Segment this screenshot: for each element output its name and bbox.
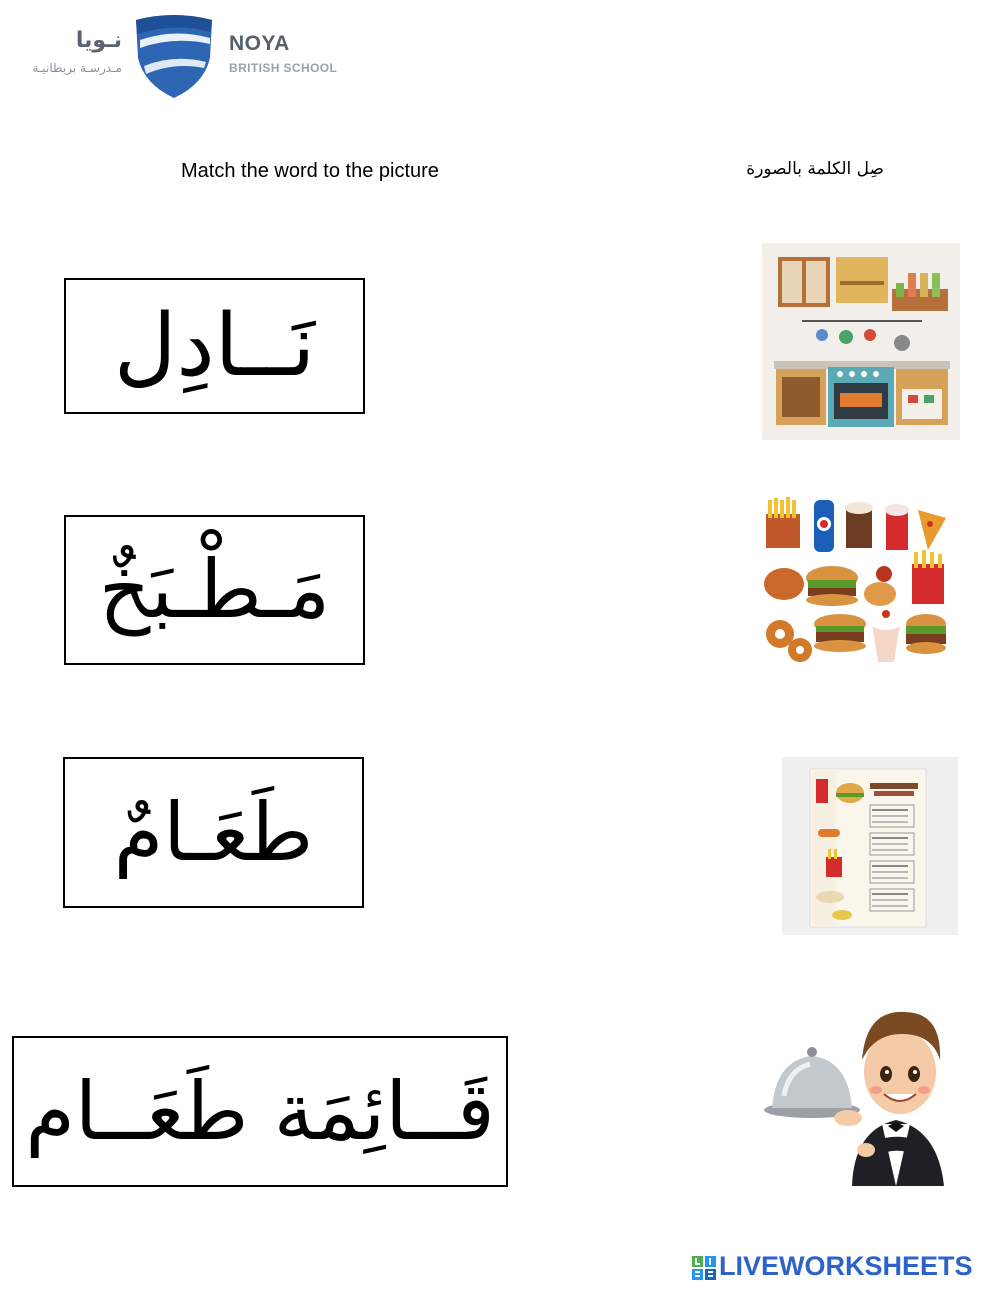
word-box-menu[interactable] bbox=[12, 1036, 508, 1187]
word-box-food[interactable] bbox=[63, 757, 364, 908]
instruction-english: Match the word to the picture bbox=[181, 160, 439, 182]
word-box-waiter[interactable] bbox=[64, 278, 365, 414]
word-box-kitchen[interactable] bbox=[64, 515, 365, 665]
instruction-arabic: صِل الكلمة بالصورة bbox=[746, 159, 884, 179]
word-label: طَعَـامٌ bbox=[113, 785, 314, 879]
liveworksheets-brand: LIVEWORKSHEETS bbox=[719, 1251, 973, 1281]
school-subtitle-arabic: مـدرسـة بريطانيـة bbox=[32, 61, 122, 75]
word-label: قَــائِمَة طَعَــام bbox=[25, 1064, 495, 1158]
restaurant-menu-illustration-icon[interactable] bbox=[782, 757, 958, 935]
word-label: نَــادِل bbox=[113, 296, 316, 396]
word-label: مَـطْـبَخٌ bbox=[98, 543, 331, 636]
kitchen-illustration-icon[interactable] bbox=[762, 243, 960, 440]
school-name-english: NOYA bbox=[229, 32, 290, 55]
liveworksheets-logo-icon bbox=[692, 1256, 716, 1280]
school-name-arabic: نـويا bbox=[75, 28, 122, 53]
school-subtitle-english: BRITISH SCHOOL bbox=[229, 61, 338, 75]
school-shield-logo bbox=[134, 14, 214, 100]
waiter-illustration-icon[interactable] bbox=[762, 990, 960, 1186]
fast-food-illustration-icon[interactable] bbox=[762, 494, 948, 670]
